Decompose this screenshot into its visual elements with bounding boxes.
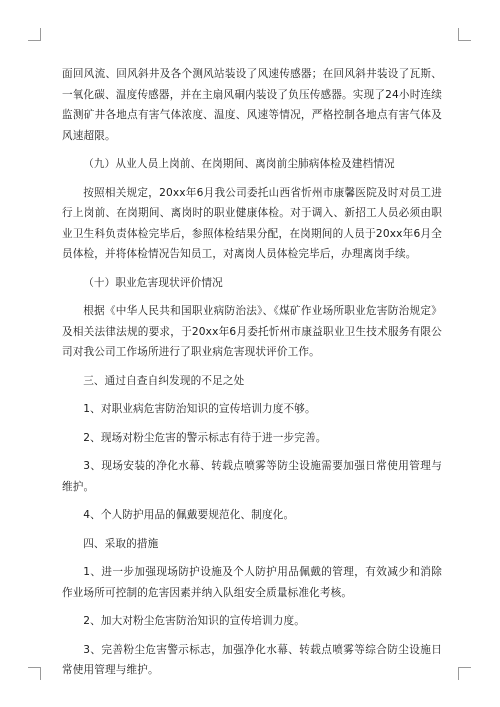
shortcoming-item-4: 4、个人防护用品的佩戴要规范化、制度化。 bbox=[83, 509, 295, 521]
heading-shortcomings: 三、通过自查自纠发现的不足之处 bbox=[83, 374, 245, 387]
crop-mark-bottom-right bbox=[458, 667, 471, 680]
crop-mark-top-left bbox=[28, 28, 41, 41]
shortcoming-item-2: 2、现场对粉尘危害的警示标志有待于进一步完善。 bbox=[83, 431, 327, 444]
shortcoming-item-3: 3、现场安装的净化水幕、转载点喷雾等防尘设施需要加强日常使用管理与维护。 bbox=[62, 460, 442, 493]
heading-pneumoconiosis-exams: （九）从业人员上岗前、在岗期间、离岗前尘肺病体检及建档情况 bbox=[83, 158, 395, 170]
paragraph-hazard-assessment: 根据《中华人民共和国职业病防治法》、《煤矿作业场所职业危害防治规定》及相关法律法规的要求，于20xx年6月委托忻州市康益职业卫生技术服务有限公司对我公司工作场所进行了职业病危害现状评价工作。 bbox=[62, 305, 442, 358]
paragraph-ventilation-sensors: 面回风流、回风斜井及各个测风站装设了风速传感器；在回风斜井装设了瓦斯、一氧化碳、温度传感器，并在主扇风硐内装设了负压传感器。实现了24小时连续监测矿井各地点有害气体浓度、温度、风速等情况，严格控制各地点有害气体及风速超限。 bbox=[62, 68, 442, 142]
heading-measures: 四、采取的措施 bbox=[83, 537, 159, 550]
measure-item-3: 3、完善粉尘危害警示标志，加强净化水幕、转载点喷雾等综合防尘设施日常使用管理与维护。 bbox=[62, 643, 442, 676]
measure-item-1: 1、进一步加强现场防护设施及个人防护用品佩戴的管理，有效减少和消除作业场所可控制的危害因素并纳入队组安全质量标准化考核。 bbox=[62, 566, 442, 599]
document-body bbox=[62, 64, 442, 689]
measure-item-2: 2、加大对粉尘危害防治知识的宣传培训力度。 bbox=[83, 615, 305, 627]
paragraph-health-exams: 按照相关规定，20xx年6月我公司委托山西省忻州市康馨医院及时对员工进行上岗前、在岗期间、离岗时的职业健康体检。对于调入、新招工人员必须由职业卫生科负责体检完毕后，参照体检结果分配，在岗期间的人员于20xx年6月全员体检，并将体检情况告知员工，对离岗人员体检完毕后，办理离岗手续。 bbox=[62, 186, 442, 260]
crop-mark-top-right bbox=[458, 28, 471, 41]
crop-mark-bottom-left bbox=[28, 667, 41, 680]
shortcoming-item-1: 1、对职业病危害防治知识的宣传培训力度不够。 bbox=[83, 403, 316, 415]
heading-hazard-assessment: （十）职业危害现状评价情况 bbox=[83, 276, 223, 289]
